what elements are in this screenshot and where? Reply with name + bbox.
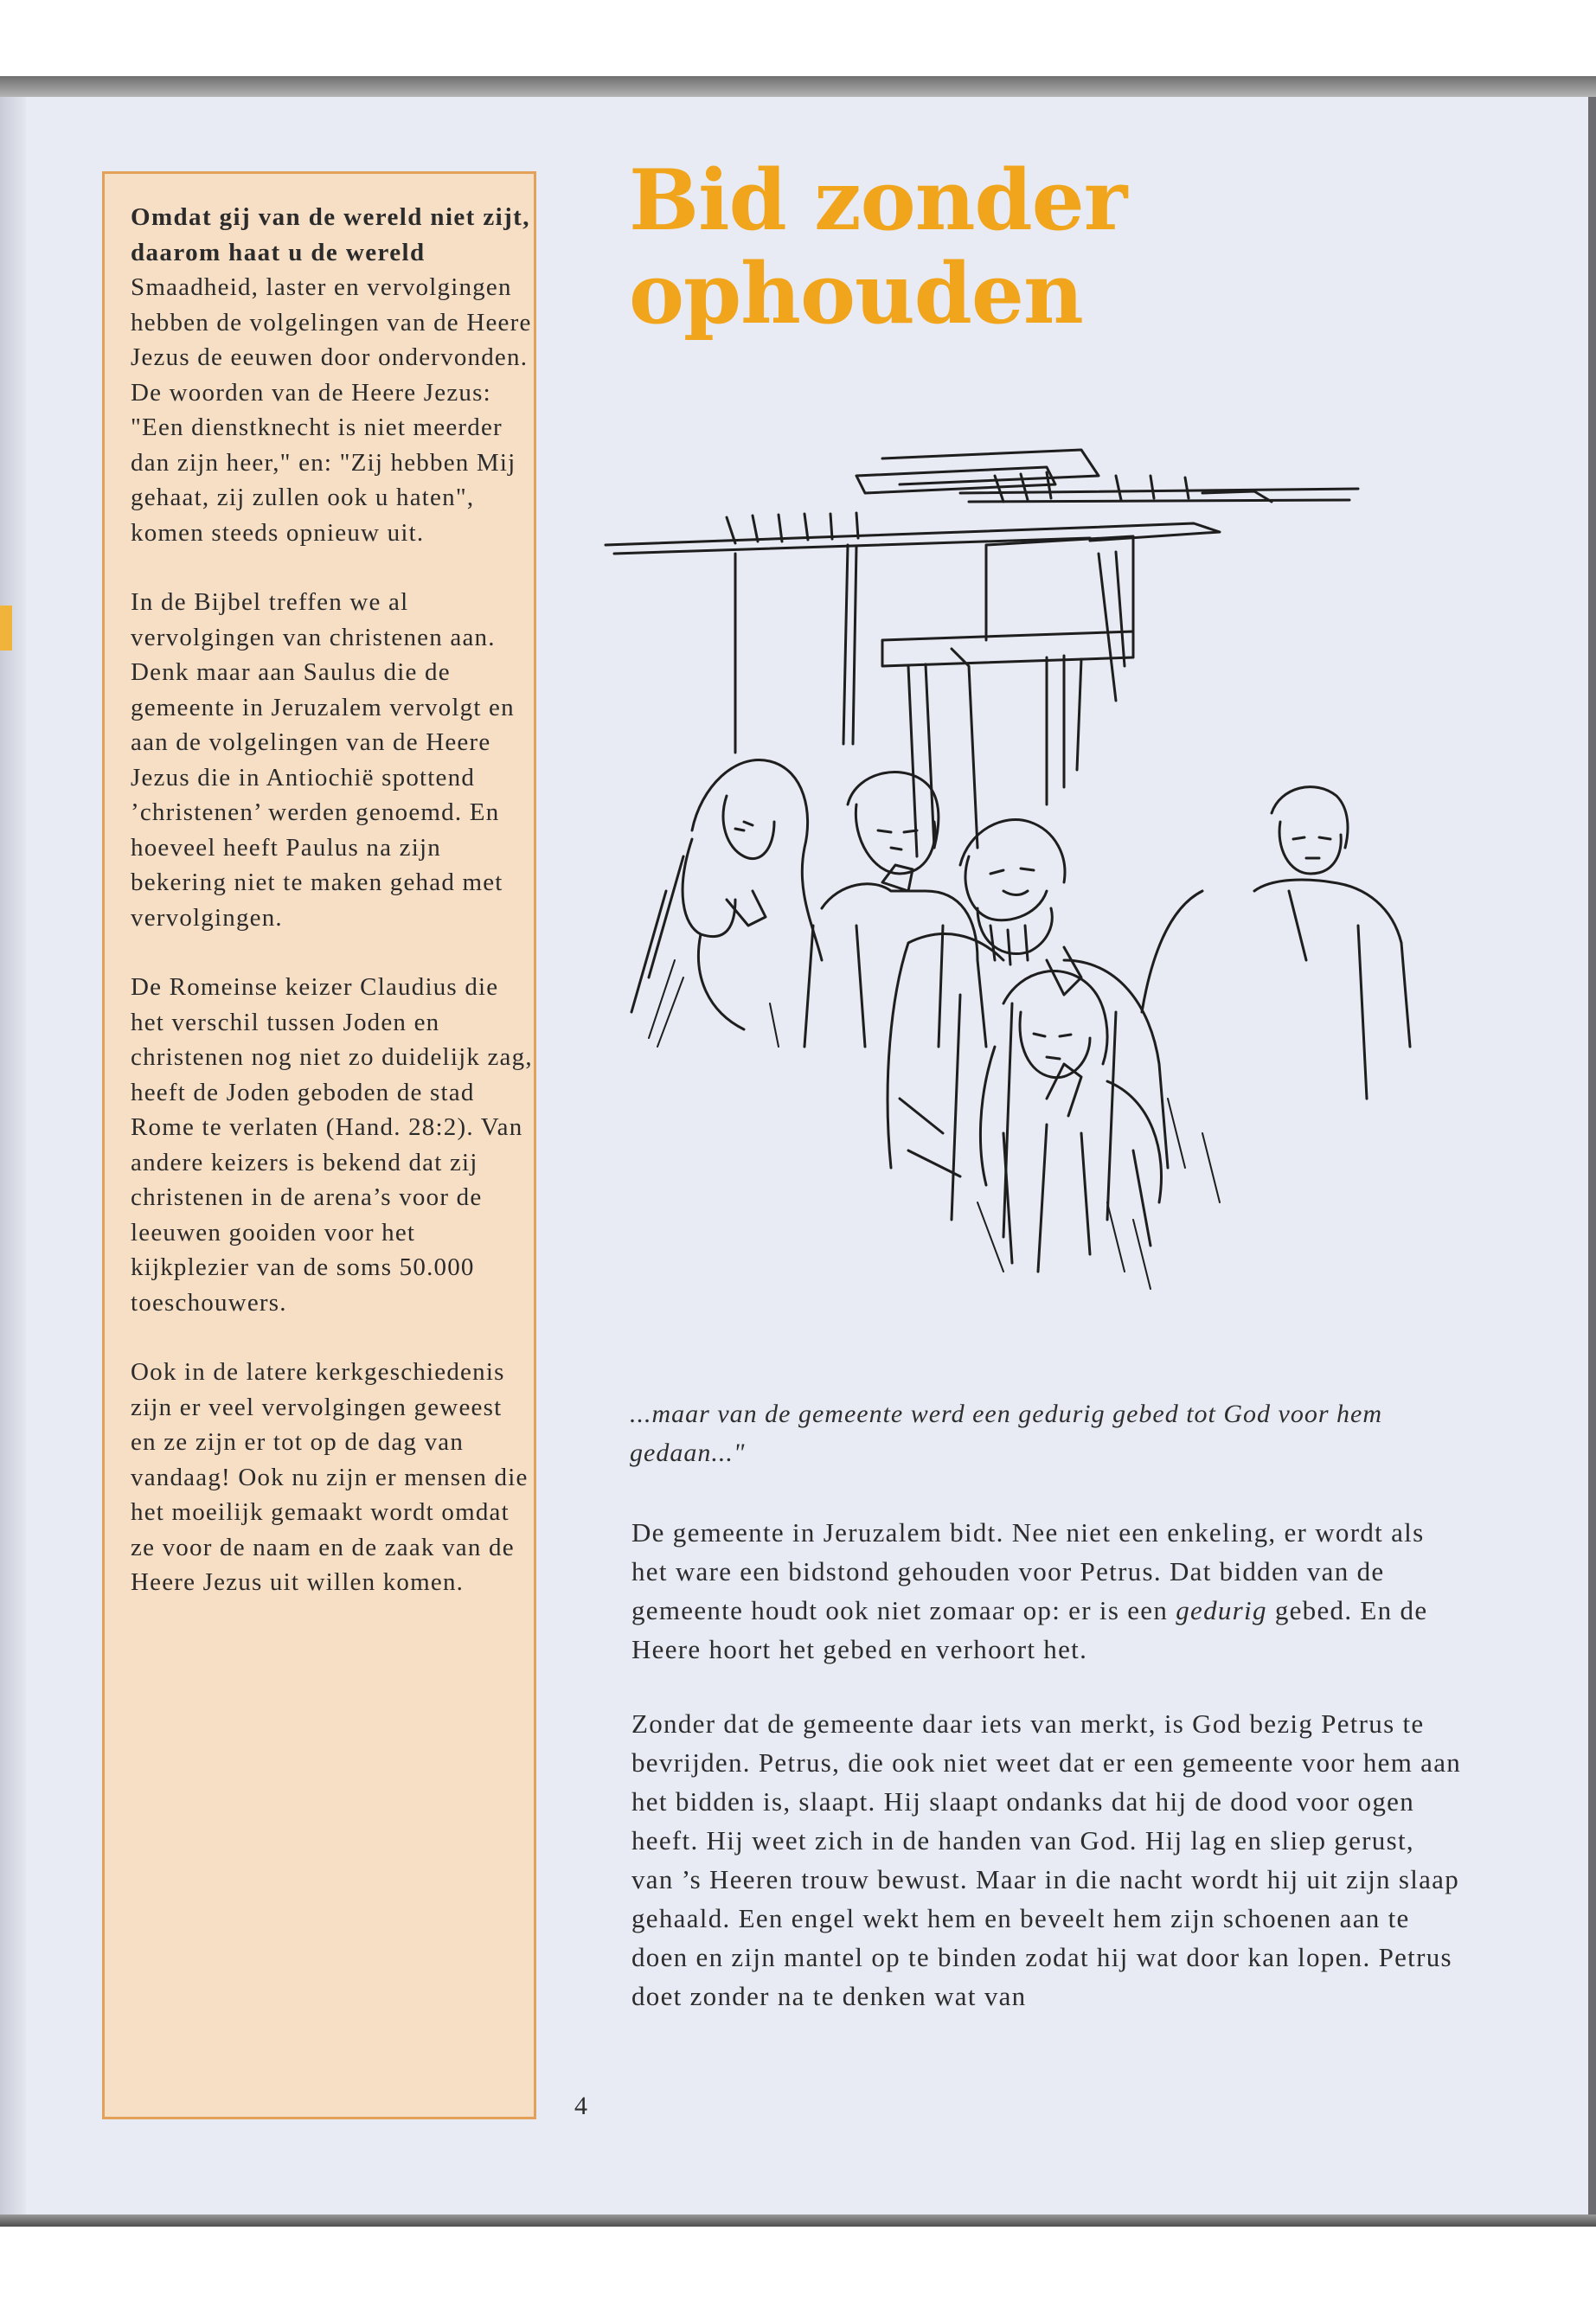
page-title — [629, 151, 1127, 343]
praying-congregation-illustration — [597, 441, 1462, 1298]
sidebar-paragraph-1-text: Smaadheid, laster en vervolgingen hebben de volgelingen van de Heere Jezus de eeuwen door ondervonden. De woorden van de Heere Jezus: "Een dienstknecht is niet meerder dan zijn heer," en: "Zij hebben Mij gehaat, zij zullen ook u haten", komen steeds opnieuw uit. — [131, 273, 532, 547]
page-title-line-1: Bid zonder — [629, 151, 1127, 249]
woman-praying-left-figure — [631, 760, 822, 1029]
body-paragraph-2: Zonder dat de gemeente daar iets van merkt, is God bezig Petrus te bevrijden. Petrus, die ook niet weet dat er een gemeente voor hem aan het bidden is, slaapt. Hij slaapt ondanks dat hij de dood voor ogen heeft. Hij weet zich in de handen van God. Hij lag en sliep gerust, van ’s Heeren trouw bewust. Maar in die nacht wordt hij uit zijn slaap gehaald. Een engel wekt hem en beveelt hem zijn schoenen aan te doen en zijn mantel op te binden zodat hij wat door kan lopen. Petrus doet zonder na te denken wat van — [631, 1708, 1462, 2011]
body-paragraph-1-part-b: gebed. En de Heere hoort het gebed en verhoort het. — [631, 1595, 1428, 1664]
sidebar-paragraph-2: In de Bijbel treffen we al vervolgingen van christenen aan. Denk maar aan Saulus die de gemeente in Jeruzalem vervolgt en aan de volgelingen van de Heere Jezus die in Antiochië spottend ’christenen’ werden genoemd. En hoeveel heeft Paulus na zijn bekering niet te maken gehad met vervolgingen. — [131, 588, 515, 932]
scan-top-edge — [0, 76, 1596, 99]
man-standing-right-figure — [1142, 787, 1410, 1099]
body-text — [631, 1513, 1462, 2051]
old-man-praying-figure — [888, 819, 1168, 1237]
sidebar-lead-heading: Omdat gij van de wereld niet zijt, daarom haat u de wereld — [131, 203, 530, 266]
scan-right-edge — [1588, 97, 1596, 2216]
roof-beams-drawing — [606, 450, 1358, 554]
orange-page-tab — [0, 606, 12, 651]
emphasis-gedurig: gedurig — [1176, 1595, 1267, 1625]
body-paragraph-1 — [631, 1513, 1462, 1669]
page-number: 4 — [574, 2092, 587, 2120]
page-title-line-2: ophouden — [629, 245, 1083, 343]
sidebar-paragraph-1 — [131, 200, 534, 550]
body-paragraph-1-part-a: De gemeente in Jeruzalem bidt. Nee niet een enkeling, er wordt als het ware een bidstond gehouden voor Petrus. Dat bidden van de gemeente houdt ook niet zomaar op: er is een — [631, 1517, 1425, 1625]
page-binding-edge — [0, 97, 26, 2216]
scan-bottom-edge — [0, 2214, 1596, 2227]
sidebar-paragraph-3: De Romeinse keizer Claudius die het verschil tussen Joden en christenen nog niet zo duidelijk zag, heeft de Joden geboden de stad Rome te verlaten (Hand. 28:2). Van andere keizers is bekend dat zij christenen in de arena’s voor de leeuwen gooiden voor het kijkplezier van de soms 50.000 toeschouwers. — [131, 973, 533, 1317]
sidebar-box — [102, 171, 536, 2119]
shading-strokes — [649, 960, 1220, 1289]
sidebar-paragraph-4: Ook in de latere kerkgeschiedenis zijn er veel vervolgingen geweest en ze zijn er tot op de dag van vandaag! Ook nu zijn er mensen die het moeilijk gemaakt wordt omdat ze voor de naam en de zaak van de Heere Jezus uit willen komen. — [131, 1358, 529, 1596]
building-posts-drawing — [735, 536, 1133, 856]
illustration-caption: ...maar van de gemeente werd een gedurig gebed tot God voor hem gedaan..." — [630, 1400, 1383, 1467]
